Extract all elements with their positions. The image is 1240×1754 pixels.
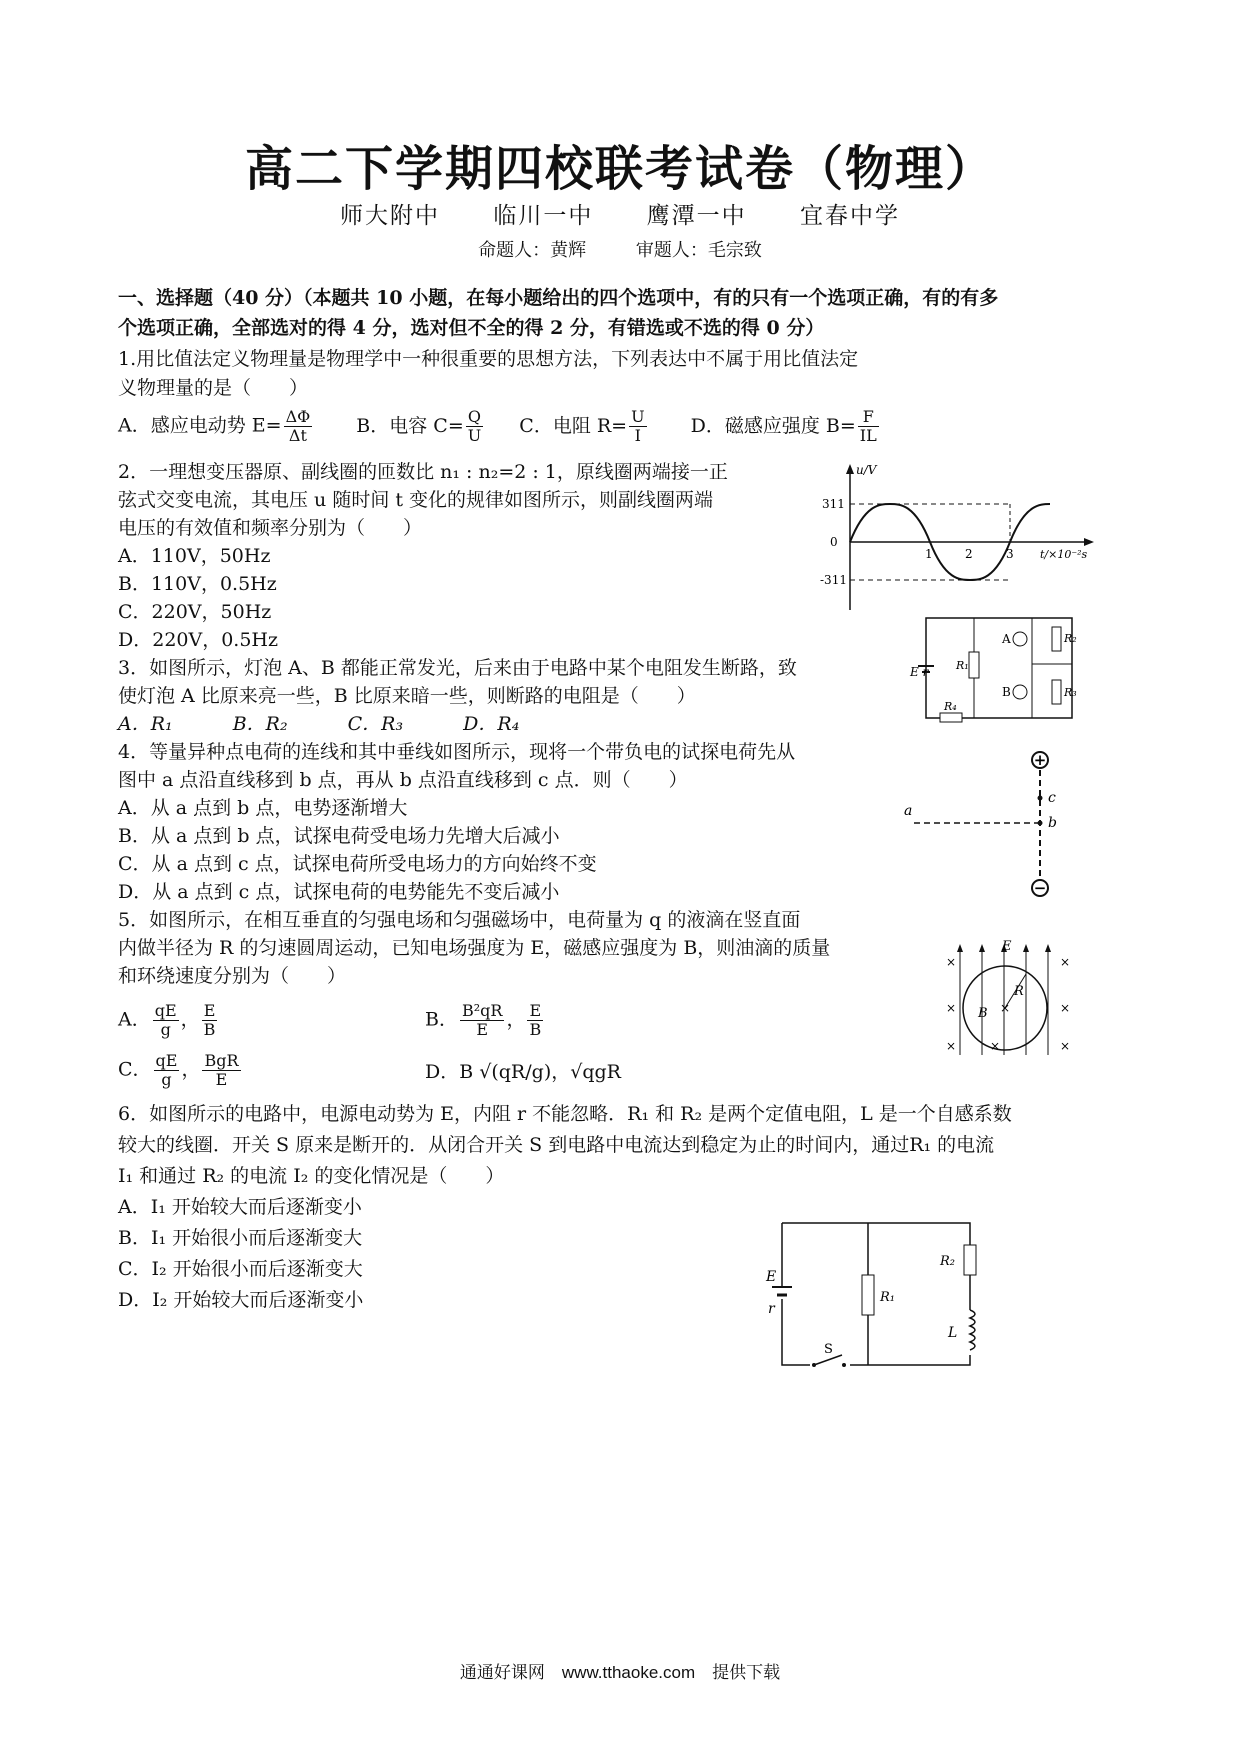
page-title: 高二下学期四校联考试卷（物理）	[244, 141, 995, 197]
q2-voltage-graph	[820, 460, 1110, 620]
q1-c-fraction: $\frac{U}{I}$	[631, 407, 645, 445]
school-name: 师大附中	[340, 203, 441, 229]
q5-stem-line3: 和环绕速度分别为（ ）	[118, 965, 347, 987]
school-name: 宜春中学	[799, 203, 900, 229]
q6-resistor-r1	[862, 1275, 874, 1315]
q2-option-a: A．110V，50Hz	[118, 545, 271, 567]
q1-d-fraction: $\frac{F}{IL}$	[859, 407, 877, 445]
reviewer: 审题人：毛宗致	[635, 240, 762, 261]
q2-stem-line1: 2．一理想变压器原、副线圈的匝数比 n₁ : n₂=2 : 1，原线圈两端接一正	[118, 461, 728, 483]
school-name: 临川一中	[493, 203, 594, 229]
q4-option-c: C．从 a 点到 c 点，试探电荷所受电场力的方向始终不变	[118, 853, 597, 875]
q3-resistor-r2	[1052, 627, 1061, 651]
q2-option-b: B．110V，0.5Hz	[118, 573, 277, 595]
page-footer: 通通好课网 www.tthaoke.com 提供下载	[459, 1663, 781, 1682]
q4-stem-line2: 图中 a 点沿直线移到 b 点，再从 b 点沿直线移到 c 点．则（ ）	[118, 769, 688, 791]
q2-stem-line2: 弦式交变电流，其电压 u 随时间 t 变化的规律如图所示，则副线圈两端	[118, 489, 714, 511]
q2-graph-x3: 3	[1006, 547, 1014, 561]
section-heading-line1: 一、选择题（40 分）（本题共 10 小题，在每小题给出的四个选项中，有的只有一个选项正确，有的有多	[118, 287, 999, 309]
q5-field-diagram	[940, 940, 1080, 1060]
svg-text:×: ×	[990, 1039, 1001, 1053]
q6-stem-line1: 6．如图所示的电路中，电源电动势为 E，内阻 r 不能忽略．R₁ 和 R₂ 是两个定值电阻，L 是一个自感系数	[118, 1103, 1012, 1125]
svg-text:×: ×	[1060, 1039, 1071, 1053]
q3-circuit-diagram	[900, 612, 1080, 727]
q2-graph-origin: 0	[830, 535, 838, 549]
q4-option-b: B．从 a 点到 b 点，试探电荷受电场力先增大后减小	[118, 825, 560, 847]
q2-stem-line3: 电压的有效值和频率分别为（ ）	[118, 517, 423, 539]
q6-label-r1: R₁	[880, 1290, 895, 1305]
q1-stem-line2: 义物理量的是（ ）	[118, 377, 309, 399]
q6-option-b: B．I₁ 开始很小而后逐渐变大	[118, 1227, 363, 1249]
q5-stem-line2: 内做半径为 R 的匀速圆周运动，已知电场强度为 E，磁感应强度为 B，则油滴的质量	[118, 937, 831, 959]
q1-option-d: D．磁感应强度 B=	[690, 414, 856, 437]
q5-option-a: A． $\frac{qE}{g}$ ， $\frac{E}{B}$	[118, 1001, 216, 1039]
q3-label-er: E r	[910, 665, 929, 679]
q4-charge-diagram	[900, 740, 1057, 905]
q1-option-a: A．感应电动势 E=	[118, 414, 282, 437]
svg-text:×: ×	[946, 955, 957, 969]
svg-text:×: ×	[1000, 1001, 1011, 1015]
q3-stem-line1: 3．如图所示，灯泡 A、B 都能正常发光，后来由于电路中某个电阻发生断路，致	[118, 657, 797, 679]
q1-a-fraction: $\frac{\Delta\Phi}{\Delta t}$	[285, 407, 311, 445]
q1-option-c: C．电阻 R=	[519, 414, 628, 437]
q3-label-r3: R₃	[1064, 686, 1077, 699]
q3-options	[118, 710, 519, 738]
q6-inductor-l	[970, 1310, 975, 1350]
svg-text:+: +	[1033, 751, 1047, 769]
q6-label-e: E	[766, 1269, 777, 1285]
svg-text:−: −	[1033, 879, 1047, 897]
q5-label-r: R	[1014, 984, 1024, 999]
q5-option-d: D．B √(qR/g)，√qgR	[425, 1061, 621, 1083]
q3-lamp-b	[1013, 685, 1027, 699]
q5-label-b: B	[978, 1006, 988, 1021]
q3-resistor-r3	[1052, 680, 1061, 704]
q3-option-c: C．R₃	[347, 713, 404, 735]
q6-label-l: L	[948, 1325, 958, 1341]
q4-label-c: c	[1048, 790, 1056, 806]
svg-text:×: ×	[946, 1039, 957, 1053]
q2-graph-x1: 1	[925, 547, 933, 561]
q6-option-d: D．I₂ 开始较大而后逐渐变小	[118, 1289, 364, 1311]
q3-lamp-a	[1013, 632, 1027, 646]
q6-circuit-diagram	[760, 1215, 990, 1375]
q5-option-c: C． $\frac{qE}{g}$ ， $\frac{\text{BgR}}{E}$	[118, 1051, 239, 1089]
author-line	[0, 236, 1240, 262]
q2-option-d: D．220V，0.5Hz	[118, 629, 279, 651]
q3-label-r2: R₂	[1064, 632, 1077, 645]
q1-option-b: B．电容 C=	[356, 414, 464, 437]
q3-option-b: B．R₂	[232, 713, 288, 735]
q3-stem-line2: 使灯泡 A 比原来亮一些，B 比原来暗一些，则断路的电阻是（ ）	[118, 685, 696, 707]
q3-option-d: D．R₄	[463, 713, 520, 735]
q2-graph-xlabel: t/×10⁻²s	[1040, 548, 1088, 561]
q2-graph-x2: 2	[965, 547, 973, 561]
q3-label-r1: R₁	[956, 659, 969, 672]
q6-label-s: S	[824, 1342, 833, 1357]
q2-graph-ymin: -311	[820, 573, 847, 587]
q6-option-a: A．I₁ 开始较大而后逐渐变小	[118, 1196, 362, 1218]
school-list	[0, 197, 1240, 230]
q3-label-a: A	[1002, 632, 1011, 646]
q3-option-a: A．R₁	[118, 713, 173, 735]
q3-resistor-r4	[940, 713, 962, 722]
q4-label-b: b	[1048, 815, 1057, 831]
q5-label-e: E	[1002, 939, 1012, 954]
q2-graph-ymax: 311	[822, 497, 845, 511]
q4-label-a: a	[904, 803, 913, 819]
svg-text:×: ×	[1060, 1001, 1071, 1015]
q6-stem-line3: I₁ 和通过 R₂ 的电流 I₂ 的变化情况是（ ）	[118, 1165, 505, 1187]
q6-resistor-r2	[964, 1245, 976, 1275]
q1-b-fraction: $\frac{Q}{U}$	[467, 407, 482, 445]
q1-options	[118, 408, 881, 445]
q4-option-d: D．从 a 点到 c 点，试探电荷的电势能先不变后减小	[118, 881, 560, 903]
q1-stem-line1: 1.用比值法定义物理量是物理学中一种很重要的思想方法，下列表达中不属于用比值法定	[118, 348, 859, 370]
q3-label-r4: R₄	[944, 700, 957, 713]
svg-text:×: ×	[1060, 955, 1071, 969]
q4-option-a: A．从 a 点到 b 点，电势逐渐增大	[118, 797, 408, 819]
svg-text:×: ×	[946, 1001, 957, 1015]
q5-stem-line1: 5．如图所示，在相互垂直的匀强电场和匀强磁场中，电荷量为 q 的液滴在竖直面	[118, 909, 801, 931]
q4-stem-line1: 4．等量异种点电荷的连线和其中垂线如图所示，现将一个带负电的试探电荷先从	[118, 741, 796, 763]
school-name: 鹰潭一中	[646, 203, 747, 229]
q6-label-r: r	[768, 1301, 775, 1317]
q6-stem-line2: 较大的线圈．开关 S 原来是断开的．从闭合开关 S 到电路中电流达到稳定为止的时间内，通过R₁ 的电流	[118, 1134, 995, 1156]
q3-label-b: B	[1002, 685, 1011, 699]
q2-graph-ylabel: u/V	[856, 463, 877, 477]
q6-option-c: C．I₂ 开始很小而后逐渐变大	[118, 1258, 363, 1280]
q2-option-c: C．220V，50Hz	[118, 601, 272, 623]
q5-option-b: B． $\frac{\text{B²qR}}{E}$ ， $\frac{E}{B}$	[425, 1001, 542, 1039]
setter: 命题人：黄辉	[478, 240, 587, 261]
q6-label-r2: R₂	[940, 1254, 955, 1269]
q3-resistor-r1	[969, 652, 979, 678]
section-heading-line2: 个选项正确，全部选对的得 4 分，选对但不全的得 2 分，有错选或不选的得 0 分）	[118, 317, 825, 339]
